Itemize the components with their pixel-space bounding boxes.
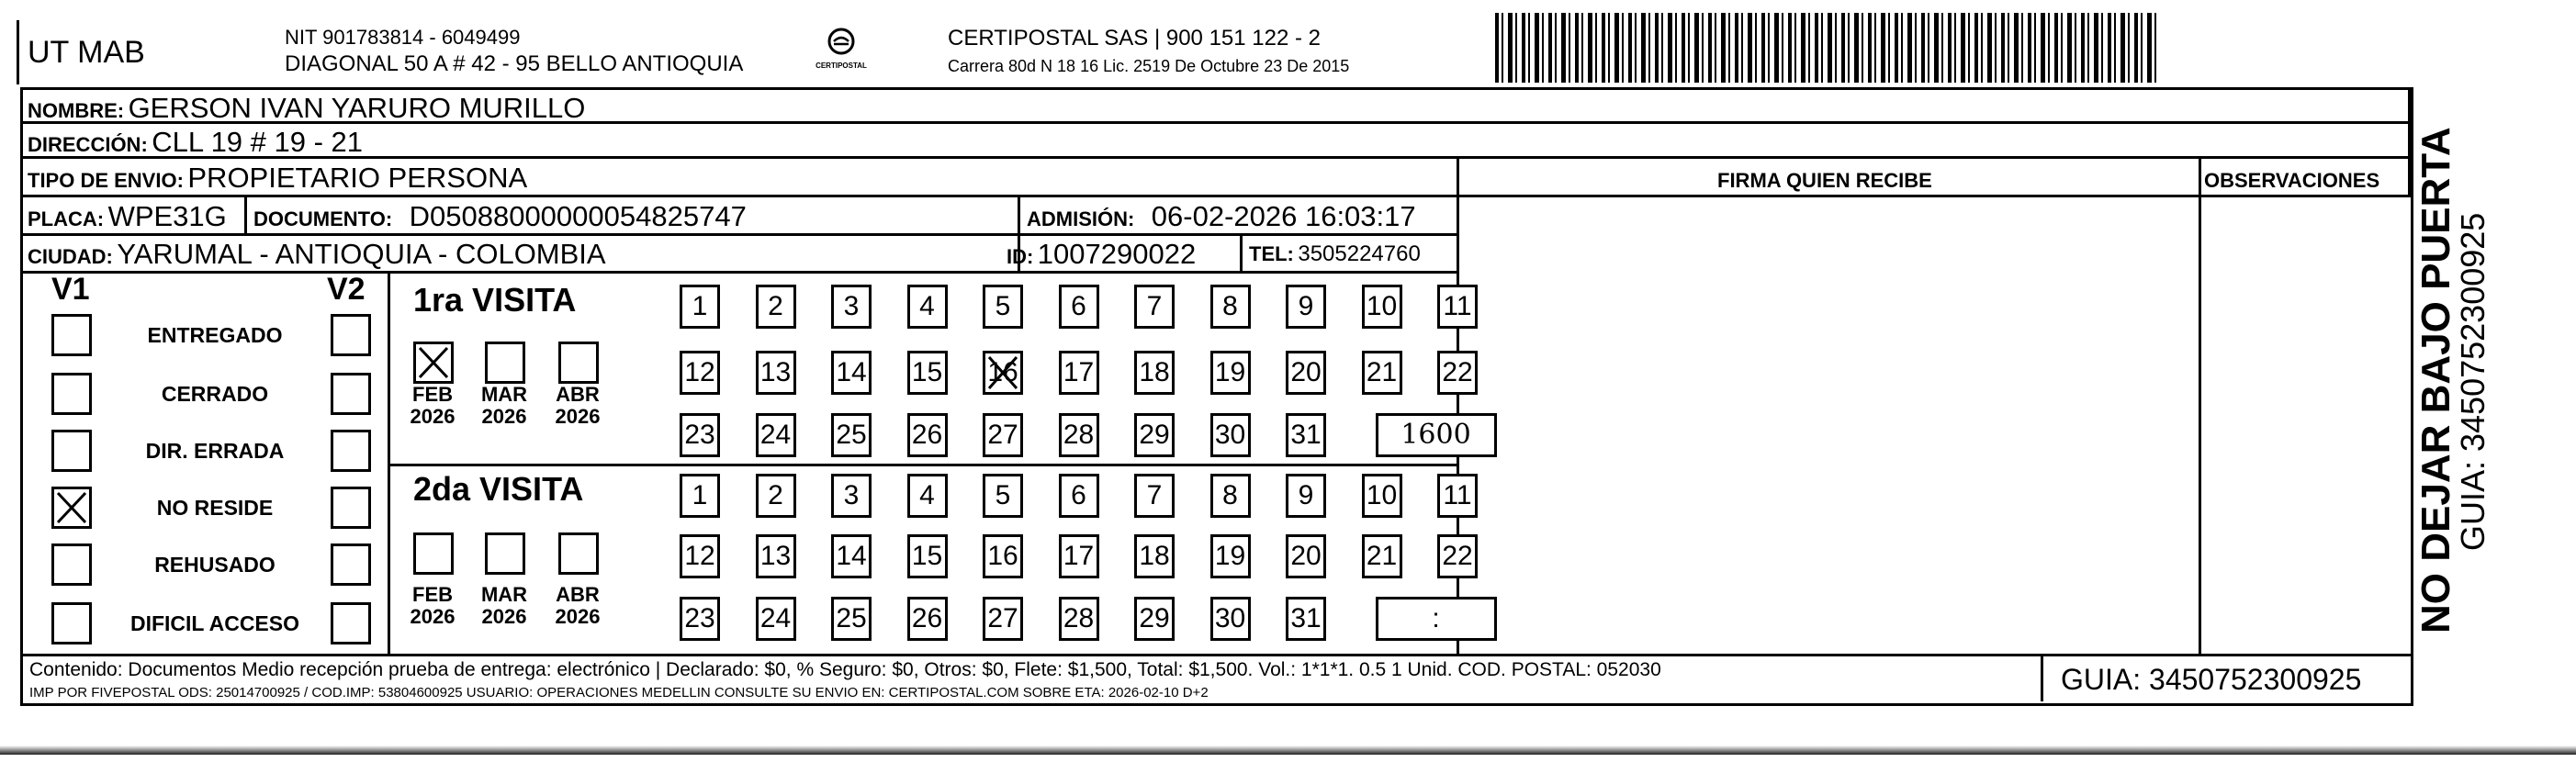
- visit1-day-cell[interactable]: 27: [983, 413, 1023, 457]
- visit1-day-cell[interactable]: 28: [1059, 413, 1099, 457]
- id-label: ID:: [1007, 245, 1034, 268]
- visit2-month-checkbox[interactable]: [413, 532, 454, 575]
- visit2-day-cell[interactable]: 29: [1134, 597, 1175, 641]
- name-value: GERSON IVAN YARURO MURILLO: [128, 92, 586, 124]
- visit2-day-cell[interactable]: 8: [1210, 474, 1251, 518]
- visit1-day-cell[interactable]: 4: [907, 285, 948, 329]
- visit1-day-cell[interactable]: 16: [983, 351, 1023, 395]
- visit2-day-cell[interactable]: 6: [1059, 474, 1099, 518]
- visit2-day-cell[interactable]: 11: [1437, 474, 1478, 518]
- row-line-3: [20, 195, 2411, 197]
- visit1-month-name: MAR: [480, 383, 528, 406]
- certipostal-logo-icon: [826, 26, 857, 57]
- visit2-day-cell[interactable]: 31: [1286, 597, 1326, 641]
- v2-checkbox[interactable]: [331, 314, 371, 356]
- visit1-day-cell[interactable]: 20: [1286, 351, 1326, 395]
- visit1-day-cell[interactable]: 25: [831, 413, 872, 457]
- v2-checkbox[interactable]: [331, 543, 371, 586]
- logo-text: CERTIPOSTAL: [816, 62, 867, 70]
- visit1-day-cell[interactable]: 29: [1134, 413, 1175, 457]
- visit1-month-checkbox[interactable]: [558, 342, 599, 384]
- visit2-day-cell[interactable]: 7: [1134, 474, 1175, 518]
- status-label: NO RESIDE: [156, 496, 274, 520]
- visit1-month-year: 2026: [555, 405, 601, 428]
- v1-checkbox[interactable]: [51, 314, 92, 356]
- visit1-day-cell[interactable]: 13: [756, 351, 796, 395]
- visit1-title: 1ra VISITA: [413, 281, 577, 319]
- visit2-day-cell[interactable]: 25: [831, 597, 872, 641]
- visit2-day-cell[interactable]: 26: [907, 597, 948, 641]
- visit1-month-name: ABR: [556, 383, 600, 406]
- status-divider: [388, 271, 390, 654]
- v2-checkbox[interactable]: [331, 373, 371, 415]
- visit1-month-year: 2026: [410, 405, 456, 428]
- visit1-day-cell[interactable]: 24: [756, 413, 796, 457]
- address-value: CLL 19 # 19 - 21: [152, 126, 364, 158]
- sender-name: UT MAB: [28, 35, 145, 70]
- visit2-day-cell[interactable]: 30: [1210, 597, 1251, 641]
- visit2-title: 2da VISITA: [413, 470, 584, 508]
- visit1-day-cell[interactable]: 2: [756, 285, 796, 329]
- visit1-day-cell[interactable]: 1: [680, 285, 720, 329]
- visit1-day-cell[interactable]: 6: [1059, 285, 1099, 329]
- status-label: CERRADO: [161, 382, 269, 406]
- name-label: NOMBRE:: [28, 99, 125, 122]
- status-label: ENTREGADO: [147, 323, 283, 347]
- v1-checkbox[interactable]: [51, 373, 92, 415]
- plate-divider: [244, 195, 247, 233]
- name-row: [28, 92, 585, 125]
- side-warning: NO DEJAR BAJO PUERTA: [2413, 127, 2458, 633]
- visit-divider: [388, 464, 1458, 466]
- company-license: Carrera 80d N 18 16 Lic. 2519 De Octubre 23 De 2015: [948, 57, 1350, 75]
- visit1-day-cell[interactable]: 23: [680, 413, 720, 457]
- visit1-day-cell[interactable]: 7: [1134, 285, 1175, 329]
- visit2-month-name: ABR: [556, 583, 600, 606]
- visit1-day-cell[interactable]: 18: [1134, 351, 1175, 395]
- visit2-day-cell[interactable]: 14: [831, 534, 872, 578]
- observations-header: OBSERVACIONES: [2204, 169, 2380, 192]
- visit2-day-cell[interactable]: 20: [1286, 534, 1326, 578]
- id-field: [1007, 238, 1196, 271]
- plate-field: [28, 200, 227, 233]
- x-mark-icon: [985, 353, 1020, 392]
- row-line-2: [20, 156, 2411, 159]
- scan-edge: [0, 745, 2576, 755]
- company-name: CERTIPOSTAL SAS | 900 151 122 - 2: [948, 26, 1321, 50]
- city-field: [28, 238, 606, 271]
- observations-left-border: [2199, 156, 2201, 654]
- visit2-day-cell[interactable]: 13: [756, 534, 796, 578]
- visit2-day-cell[interactable]: 15: [907, 534, 948, 578]
- admission-value: 06-02-2026 16:03:17: [1151, 200, 1416, 232]
- visit2-day-cell[interactable]: 21: [1362, 534, 1402, 578]
- id-value: 1007290022: [1037, 238, 1197, 270]
- visit2-day-cell[interactable]: 2: [756, 474, 796, 518]
- sender-address: DIAGONAL 50 A # 42 - 95 BELLO ANTIOQUIA: [285, 51, 744, 76]
- visit2-day-cell[interactable]: 19: [1210, 534, 1251, 578]
- visit2-month-name: FEB: [412, 583, 453, 606]
- certipostal-logo: [814, 26, 869, 70]
- visit2-day-cell[interactable]: 28: [1059, 597, 1099, 641]
- visit2-day-cell[interactable]: 10: [1362, 474, 1402, 518]
- visit2-day-cell[interactable]: 12: [680, 534, 720, 578]
- city-label: CIUDAD:: [28, 245, 113, 268]
- city-value: YARUMAL - ANTIOQUIA - COLOMBIA: [117, 238, 606, 270]
- v1-checkbox[interactable]: [51, 487, 92, 529]
- visit2-month-checkbox[interactable]: [558, 532, 599, 575]
- address-row: [28, 126, 363, 159]
- visit1-month-name: FEB: [412, 383, 453, 406]
- visit2-day-cell[interactable]: 5: [983, 474, 1023, 518]
- status-label: REHUSADO: [154, 553, 276, 577]
- v1-checkbox[interactable]: [51, 543, 92, 586]
- visit2-day-cell[interactable]: 3: [831, 474, 872, 518]
- visit1-day-cell[interactable]: 5: [983, 285, 1023, 329]
- visit2-day-cell[interactable]: 17: [1059, 534, 1099, 578]
- address-label: DIRECCIÓN:: [28, 133, 148, 156]
- visit1-month-year: 2026: [481, 405, 527, 428]
- visit1-day-cell[interactable]: 11: [1437, 285, 1478, 329]
- visit1-day-cell[interactable]: 3: [831, 285, 872, 329]
- visit2-time-field[interactable]: :: [1376, 597, 1497, 641]
- document-field: [253, 200, 747, 233]
- v1-checkbox[interactable]: [51, 430, 92, 472]
- tel-label: TEL:: [1249, 242, 1294, 265]
- visit1-day-cell[interactable]: 22: [1437, 351, 1478, 395]
- document-value: D05088000000054825747: [409, 200, 747, 232]
- visit2-month-year: 2026: [481, 605, 527, 628]
- admission-field: [1027, 200, 1416, 233]
- visit1-day-cell[interactable]: 12: [680, 351, 720, 395]
- visit1-day-cell[interactable]: 8: [1210, 285, 1251, 329]
- visit2-day-cell[interactable]: 16: [983, 534, 1023, 578]
- barcode: [1495, 13, 2156, 83]
- visit2-month-name: MAR: [480, 583, 528, 606]
- visit2-day-cell[interactable]: 4: [907, 474, 948, 518]
- visit2-day-cell[interactable]: 18: [1134, 534, 1175, 578]
- type-row: [28, 162, 527, 195]
- right-border-top: [2408, 87, 2411, 195]
- v2-label: V2: [327, 272, 366, 307]
- tel-field: [1249, 241, 1421, 267]
- visit1-day-cell[interactable]: 17: [1059, 351, 1099, 395]
- type-value: PROPIETARIO PERSONA: [187, 162, 528, 194]
- v2-checkbox[interactable]: [331, 602, 371, 644]
- row-line-5: [20, 271, 1458, 274]
- visit2-day-cell[interactable]: 23: [680, 597, 720, 641]
- visit1-day-cell[interactable]: 15: [907, 351, 948, 395]
- status-label: DIR. ERRADA: [145, 439, 285, 463]
- visit1-day-cell[interactable]: 10: [1362, 285, 1402, 329]
- visit2-month-year: 2026: [410, 605, 456, 628]
- footer-line: [20, 654, 2411, 656]
- visit1-day-cell[interactable]: 9: [1286, 285, 1326, 329]
- v2-checkbox[interactable]: [331, 487, 371, 529]
- visit2-day-cell[interactable]: 1: [680, 474, 720, 518]
- footer-guia: GUIA: 3450752300925: [2061, 663, 2362, 696]
- footer-contents: Contenido: Documentos Medio recepción prueba de entrega: electrónico | Declarado: $0, % Seguro: $0, Otros: $0, Flete: $1,500, Total: $1,500. Vol.: 1*1*1. 0.5 1 Unid. COD. POSTAL: 052030: [29, 659, 1661, 680]
- v1-label: V1: [51, 272, 90, 307]
- status-label: DIFICIL ACCESO: [129, 611, 299, 635]
- visit1-day-cell[interactable]: 31: [1286, 413, 1326, 457]
- visit2-month-checkbox[interactable]: [485, 532, 525, 575]
- signature-header: FIRMA QUIEN RECIBE: [1717, 169, 1932, 192]
- footer-imp: IMP POR FIVEPOSTAL ODS: 25014700925 / COD.IMP: 53804600925 USUARIO: OPERACIONES MEDELLIN CONSULTE SU ENVIO EN: CERTIPOSTAL.COM SOBRE ETA: 2026-02-10 D+2: [29, 685, 1209, 700]
- signature-left-border: [1457, 156, 1459, 654]
- visit1-month-checkbox[interactable]: [413, 342, 454, 384]
- type-label: TIPO DE ENVIO:: [28, 169, 184, 192]
- visit1-month-checkbox[interactable]: [485, 342, 525, 384]
- visit1-day-cell[interactable]: 30: [1210, 413, 1251, 457]
- footer-guia-divider: [2041, 654, 2043, 701]
- visit1-time-field[interactable]: 1600: [1376, 413, 1497, 457]
- row-line-4: [20, 233, 1458, 236]
- visit2-day-cell[interactable]: 9: [1286, 474, 1326, 518]
- tel-divider: [1240, 233, 1243, 271]
- visit1-day-cell[interactable]: 21: [1362, 351, 1402, 395]
- visit2-day-cell[interactable]: 27: [983, 597, 1023, 641]
- v1-checkbox[interactable]: [51, 602, 92, 644]
- side-guia: GUIA: 3450752300925: [2454, 212, 2492, 551]
- plate-value: WPE31G: [107, 200, 227, 232]
- visit2-day-cell[interactable]: 22: [1437, 534, 1478, 578]
- sender-nit: NIT 901783814 - 6049499: [285, 26, 521, 49]
- visit2-day-cell[interactable]: 24: [756, 597, 796, 641]
- admission-label: ADMISIÓN:: [1027, 207, 1135, 230]
- x-mark-icon: [54, 489, 89, 526]
- visit2-month-year: 2026: [555, 605, 601, 628]
- x-mark-icon: [416, 344, 451, 381]
- plate-label: PLACA:: [28, 207, 105, 230]
- visit1-day-cell[interactable]: 14: [831, 351, 872, 395]
- visit1-day-cell[interactable]: 19: [1210, 351, 1251, 395]
- document-label: DOCUMENTO:: [253, 207, 393, 230]
- v2-checkbox[interactable]: [331, 430, 371, 472]
- visit1-day-cell[interactable]: 26: [907, 413, 948, 457]
- tel-value: 3505224760: [1298, 241, 1421, 266]
- header-left-border: [17, 20, 19, 84]
